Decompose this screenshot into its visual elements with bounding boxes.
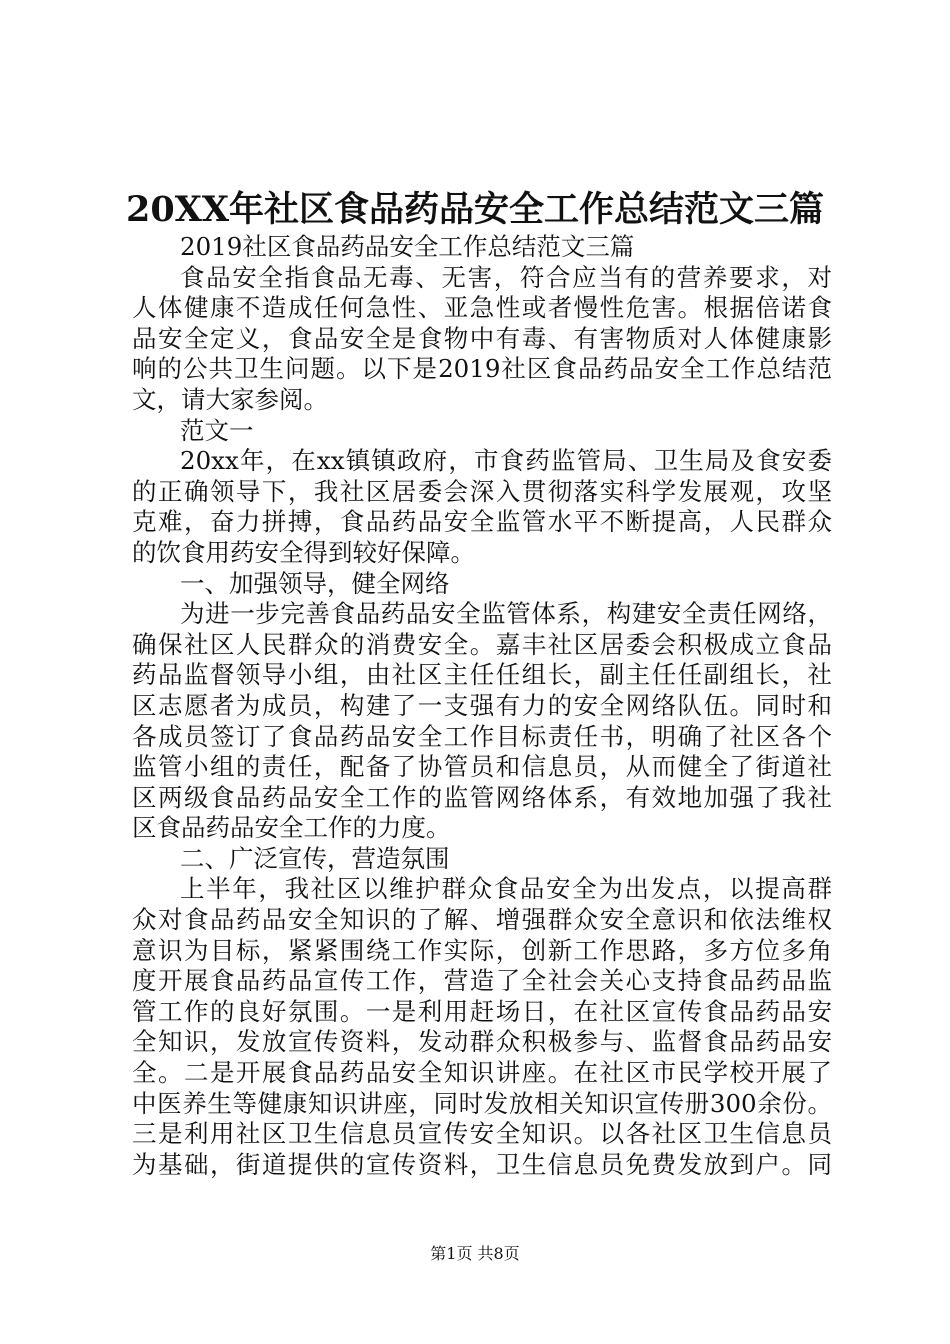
body-line: 人体健康不造成任何急性、亚急性或者慢性危害。根据倍诺食 xyxy=(132,293,832,323)
body-line: 的正确领导下，我社区居委会深入贯彻落实科学发展观，攻坚 xyxy=(132,476,832,506)
section-heading: 一、加强领导，健全网络 xyxy=(180,568,450,598)
body-line: 响的公共卫生问题。以下是2019社区食品药品安全工作总结范 xyxy=(132,354,832,384)
body-line: 2019社区食品药品安全工作总结范文三篇 xyxy=(180,232,635,261)
body-line: 范文一 xyxy=(180,415,254,445)
body-line: 意识为目标，紧紧围绕工作实际，创新工作思路，多方位多角 xyxy=(132,935,832,965)
body-line: 为基础，街道提供的宣传资料，卫生信息员免费发放到户。同 xyxy=(132,1149,832,1179)
body-line: 全。二是开展食品药品安全知识讲座。在社区市民学校开展了 xyxy=(132,1058,832,1088)
document-body xyxy=(132,232,832,1180)
body-line: 各成员签订了食品药品安全工作目标责任书，明确了社区各个 xyxy=(132,721,832,751)
body-line: 三是利用社区卫生信息员宣传安全知识。以各社区卫生信息员 xyxy=(132,1119,832,1149)
page-footer: 第1页 共8页 xyxy=(430,1244,520,1263)
body-line: 品安全定义，食品安全是食物中有毒、有害物质对人体健康影 xyxy=(132,323,832,353)
body-line: 药品监督领导小组，由社区主任任组长，副主任任副组长，社 xyxy=(132,660,832,690)
body-line: 食品安全指食品无毒、无害，符合应当有的营养要求，对 xyxy=(180,262,832,292)
body-line: 众对食品药品安全知识的了解、增强群众安全意识和依法维权 xyxy=(132,905,832,935)
body-line: 为进一步完善食品药品安全监管体系，构建安全责任网络， xyxy=(180,599,832,629)
body-line: 20xx年，在xx镇镇政府，市食药监管局、卫生局及食安委 xyxy=(180,446,832,476)
body-line: 全知识，发放宣传资料，发动群众积极参与、监督食品药品安 xyxy=(132,1027,832,1057)
body-line: 文，请大家参阅。 xyxy=(132,384,328,414)
body-line: 克难，奋力拼搏，食品药品安全监管水平不断提高，人民群众 xyxy=(132,507,832,537)
body-line: 区食品药品安全工作的力度。 xyxy=(132,813,451,843)
body-line: 度开展食品药品宣传工作，营造了全社会关心支持食品药品监 xyxy=(132,966,832,996)
body-line: 管工作的良好氛围。一是利用赶场日，在社区宣传食品药品安 xyxy=(132,996,832,1026)
document-title: 20XX年社区食品药品安全工作总结范文三篇 xyxy=(125,189,825,230)
body-line: 区两级食品药品安全工作的监管网络体系，有效地加强了我社 xyxy=(132,782,832,812)
body-line: 监管小组的责任，配备了协管员和信息员，从而健全了街道社 xyxy=(132,752,832,782)
body-line: 中医养生等健康知识讲座，同时发放相关知识宣传册300余份。 xyxy=(132,1088,832,1118)
body-line: 的饮食用药安全得到较好保障。 xyxy=(132,537,475,567)
body-line: 确保社区人民群众的消费安全。嘉丰社区居委会积极成立食品 xyxy=(132,629,832,659)
section-heading: 二、广泛宣传，营造氛围 xyxy=(180,843,450,873)
body-line: 上半年，我社区以维护群众食品安全为出发点，以提高群 xyxy=(180,874,832,904)
body-line: 区志愿者为成员，构建了一支强有力的安全网络队伍。同时和 xyxy=(132,690,832,720)
